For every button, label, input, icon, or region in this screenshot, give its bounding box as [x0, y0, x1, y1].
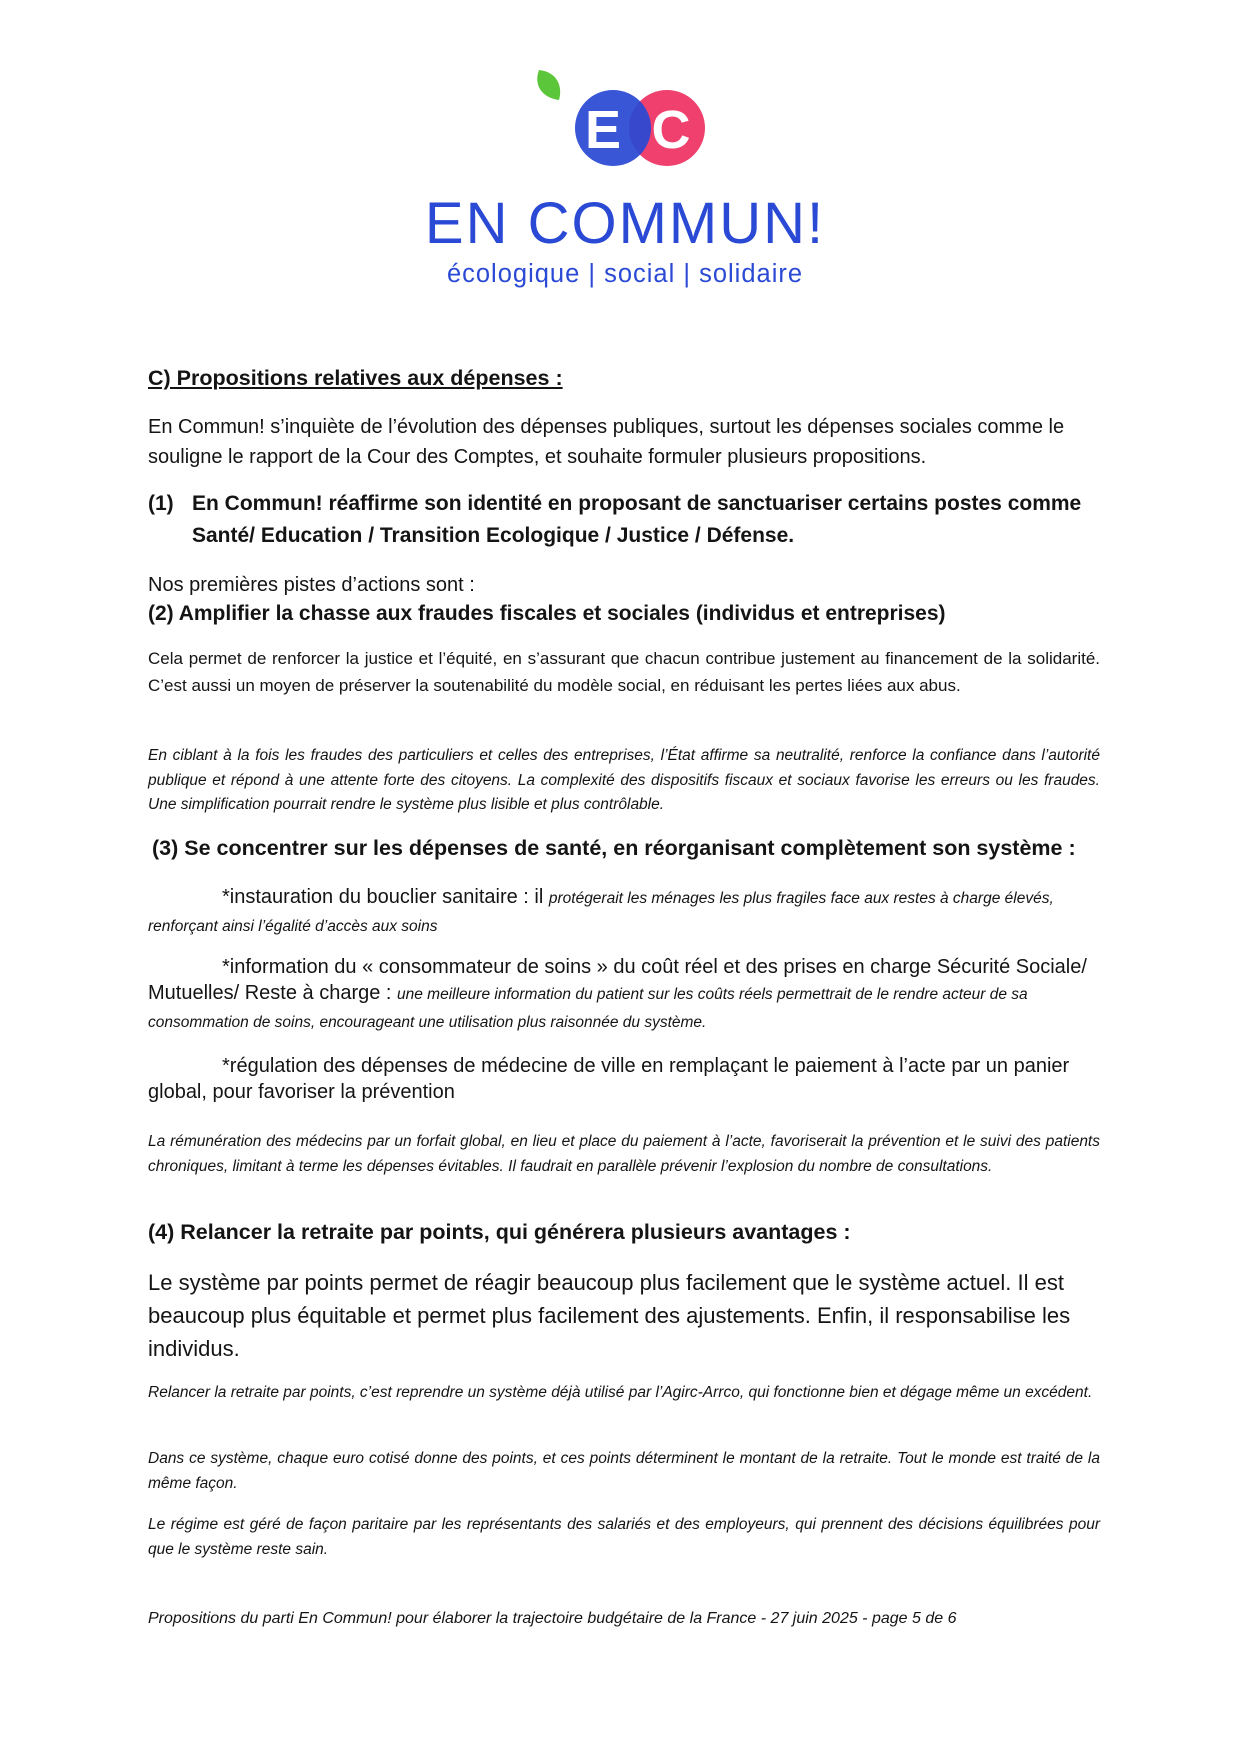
- pistes-intro: Nos premières pistes d’actions sont :: [148, 574, 475, 596]
- proposal-2-title: (2) Amplifier la chasse aux fraudes fiscales et sociales (individus et entreprises): [148, 602, 946, 625]
- proposal-3-bullet-3: [148, 1053, 1100, 1105]
- proposal-3-bullet-1: [148, 884, 1100, 940]
- proposal-3-bullet-2: [148, 954, 1100, 1036]
- svg-text:C: C: [651, 100, 691, 160]
- proposal-3-title: (3) Se concentrer sur les dépenses de santé, en réorganisant complètement son système :: [152, 836, 1076, 860]
- bullet-1-lead: *instauration du bouclier sanitaire : il: [222, 886, 549, 908]
- proposal-4-note-2: Dans ce système, chaque euro cotisé donne des points, et ces points déterminent le montant de la retraite. Tout le monde est traité de la même façon.: [148, 1450, 1100, 1492]
- proposal-2-note: En ciblant à la fois les fraudes des particuliers et celles des entreprises, l’État affirme sa neutralité, renforce la confiance dans l’autorité publique et répond à une attente forte des citoyens. La complexité des dispositifs fiscaux et sociaux favorise les erreurs ou les fraudes. Une simplification pourrait rendre le système plus lisible et plus contrôlable.: [148, 747, 1100, 813]
- proposal-4-note-1: Relancer la retraite par points, c’est reprendre un système déjà utilisé par l’Agirc-Arrco, qui fonctionne bien et dégage même un excédent.: [148, 1384, 1093, 1401]
- proposal-1: [148, 488, 1100, 552]
- intro-paragraph: En Commun! s’inquiète de l’évolution des dépenses publiques, surtout les dépenses sociales comme le souligne le rapport de la Cour des Comptes, et souhaite formuler plusieurs propositions.: [148, 416, 1065, 468]
- logo-name: EN COMMUN!: [424, 191, 826, 256]
- proposal-1-number: (1): [148, 492, 174, 515]
- bullet-2-desc: une meilleure information du patient sur les coûts réels permettrait de le rendre acteur de sa consommation de soins, encourageant une utilisation plus raisonnée du système.: [148, 986, 1028, 1031]
- bullet-2-lead: *information du « consommateur de soins » du coût réel et des prises en charge Sécurité Sociale/ Mutuelles/ Reste à charge :: [148, 956, 1087, 1004]
- bullet-1-desc: protégerait les ménages les plus fragiles face aux restes à charge élevés, renforçant ainsi l’égalité d’accès aux soins: [148, 890, 1054, 935]
- logo-tagline: écologique | social | solidaire: [446, 260, 804, 288]
- proposal-2-text: Cela permet de renforcer la justice et l’équité, en s’assurant que chacun contribue justement au financement de la solidarité. C’est aussi un moyen de préserver la soutenabilité du modèle social, en réduisant les pertes liées aux abus.: [148, 649, 1100, 695]
- proposal-4-note-3: Le régime est géré de façon paritaire par les représentants des salariés et des employeurs, qui prennent des décisions équilibrées pour que le système reste sain.: [148, 1516, 1100, 1558]
- proposal-4-title: (4) Relancer la retraite par points, qui générera plusieurs avantages :: [148, 1220, 851, 1244]
- section-title: C) Propositions relatives aux dépenses :: [148, 366, 563, 390]
- proposal-4-text: Le système par points permet de réagir beaucoup plus facilement que le système actuel. Il est beaucoup plus équitable et permet plus facilement des ajustements. Enfin, il responsabilise les individus.: [148, 1270, 1071, 1361]
- proposal-1-text: En Commun! réaffirme son identité en proposant de sanctuariser certains postes comme Santé/ Education / Transition Ecologique / Justice / Défense.: [192, 492, 1082, 547]
- bullet-3-lead: *régulation des dépenses de médecine de ville en remplaçant le paiement à l’acte par un panier global, pour favoriser la prévention: [148, 1055, 1070, 1103]
- svg-text:E: E: [584, 100, 622, 160]
- ec-monogram-icon: [521, 70, 729, 166]
- proposal-3-note: La rémunération des médecins par un forfait global, en lieu et place du paiement à l’acte, favoriserait la prévention et le suivi des patients chroniques, limitant à terme les dépenses évitables. Il faudrait en parallèle prévenir l’explosion du nombre de consultations.: [148, 1133, 1100, 1175]
- page-footer: Propositions du parti En Commun! pour élaborer la trajectoire budgétaire de la France - 27 juin 2025 - page 5 de 6: [148, 1610, 957, 1627]
- party-logo: [405, 70, 845, 295]
